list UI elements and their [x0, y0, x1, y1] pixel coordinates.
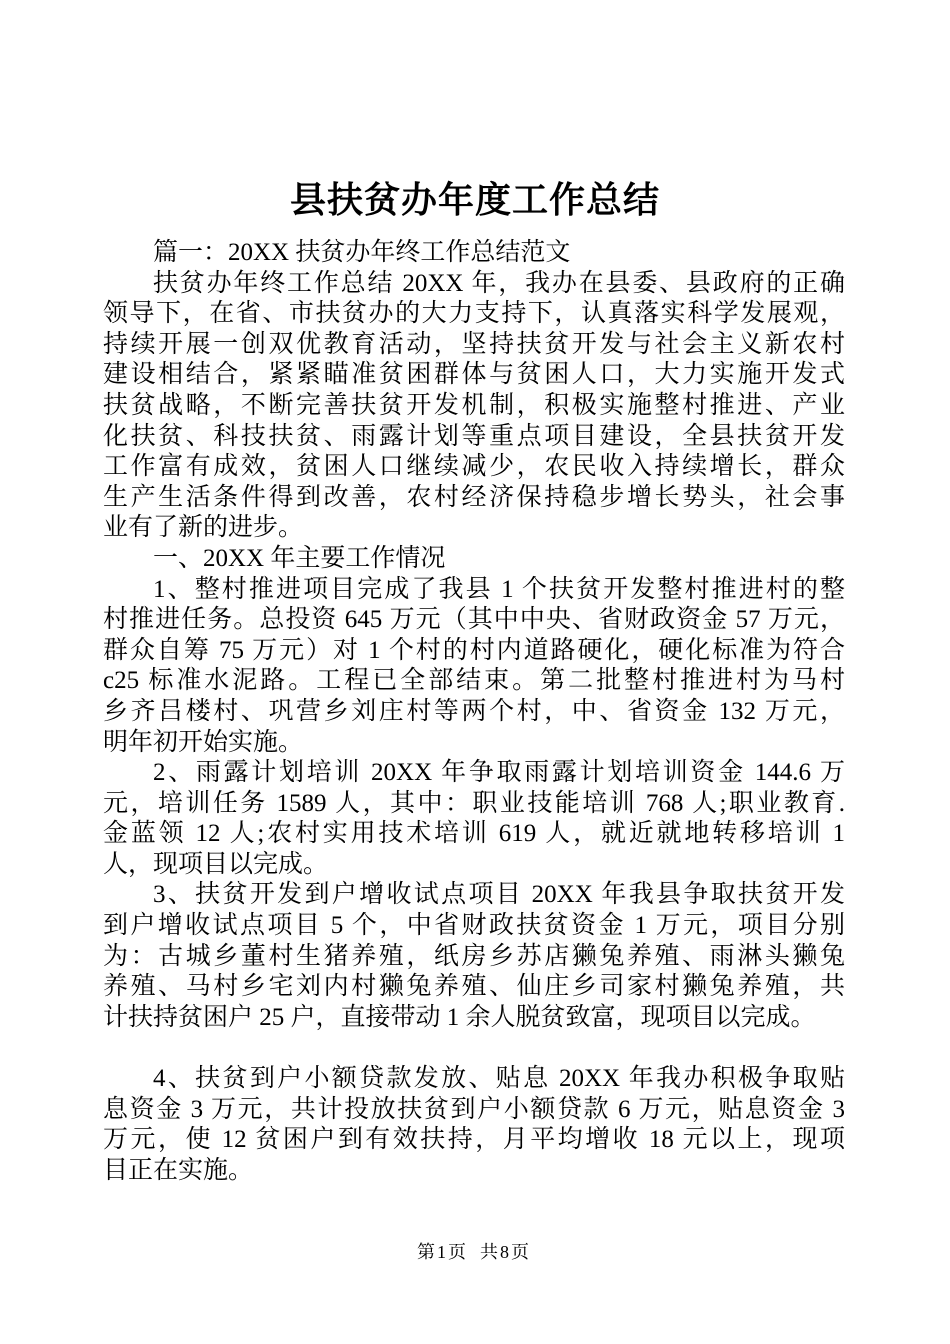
text-line: 业有了新的进步。	[103, 514, 304, 542]
document-title: 县扶贫办年度工作总结	[289, 180, 660, 220]
footer-total-pages: 共8页	[480, 1242, 531, 1262]
empty-text-line	[103, 1033, 845, 1064]
text-line: 万元，使 12 贫困户到有效扶持，月平均增收 18 元以上，现项	[103, 1126, 845, 1154]
text-line: 4、扶贫到户小额贷款发放、贴息 20XX 年我办积极争取贴	[153, 1065, 845, 1093]
text-line: 生产生活条件得到改善，农村经济保持稳步增长势头，社会事	[103, 483, 845, 511]
text-line: 一、20XX 年主要工作情况	[153, 544, 446, 572]
text-line: 计扶持贫困户 25 户，直接带动 1 余人脱贫致富，现项目以完成。	[103, 1003, 816, 1031]
text-line: 扶贫办年终工作总结 20XX 年，我办在县委、县政府的正确	[153, 269, 845, 297]
text-line: 元，培训任务 1589 人，其中：职业技能培训 768 人;职业教育.	[103, 789, 845, 817]
paragraph	[103, 1064, 845, 1186]
text-line: 为：古城乡董村生猪养殖，纸房乡苏店獭兔养殖、雨淋头獭兔	[103, 942, 845, 970]
page-footer	[103, 1238, 845, 1264]
paragraph	[103, 544, 845, 575]
text-line: 明年初开始实施。	[103, 728, 304, 756]
blank-line	[103, 1033, 845, 1064]
text-line: 村推进任务。总投资 645 万元（其中中央、省财政资金 57 万元，	[103, 606, 845, 634]
text-line: 息资金 3 万元，共计投放扶贫到户小额贷款 6 万元，贴息资金 3	[103, 1095, 845, 1123]
footer-page-number: 第1页	[417, 1242, 468, 1262]
paragraph	[103, 269, 845, 544]
text-line: 篇一：20XX 扶贫办年终工作总结范文	[153, 239, 571, 266]
text-line: 人，现项目以完成。	[103, 850, 329, 878]
text-line: 建设相结合，紧紧瞄准贫困群体与贫困人口，大力实施开发式	[103, 361, 845, 389]
text-line: 到户增收试点项目 5 个，中省财政扶贫资金 1 万元，项目分别	[103, 912, 845, 940]
text-line: 领导下，在省、市扶贫办的大力支持下，认真落实科学发展观，	[103, 300, 845, 328]
text-line: 工作富有成效，贫困人口继续减少，农民收入持续增长，群众	[103, 453, 845, 481]
text-line: 化扶贫、科技扶贫、雨露计划等重点项目建设，全县扶贫开发	[103, 422, 845, 450]
text-line: 目正在实施。	[103, 1156, 254, 1184]
paragraph	[103, 880, 845, 1033]
text-line: c25 标准水泥路。工程已全部结束。第二批整村推进村为马村	[103, 667, 845, 695]
text-line: 群众自筹 75 万元）对 1 个村的村内道路硬化，硬化标准为符合	[103, 636, 845, 664]
paragraph	[103, 758, 845, 880]
paragraph	[103, 575, 845, 759]
text-line: 持续开展一创双优教育活动，坚持扶贫开发与社会主义新农村	[103, 330, 845, 358]
text-line: 养殖、马村乡宅刘内村獭兔养殖、仙庄乡司家村獭兔养殖，共	[103, 973, 845, 1001]
text-line: 乡齐吕楼村、巩营乡刘庄村等两个村，中、省资金 132 万元，	[103, 697, 845, 725]
text-line: 1、整村推进项目完成了我县 1 个扶贫开发整村推进村的整	[153, 575, 845, 603]
text-line: 金蓝领 12 人;农村实用技术培训 619 人，就近就地转移培训 1	[103, 820, 845, 848]
document-body	[103, 238, 845, 1186]
text-line: 扶贫战略，不断完善扶贫开发机制，积极实施整村推进、产业	[103, 391, 845, 419]
text-line: 3、扶贫开发到户增收试点项目 20XX 年我县争取扶贫开发	[153, 881, 845, 909]
text-line: 2、雨露计划培训 20XX 年争取雨露计划培训资金 144.6 万	[153, 759, 845, 787]
paragraph	[103, 238, 845, 269]
